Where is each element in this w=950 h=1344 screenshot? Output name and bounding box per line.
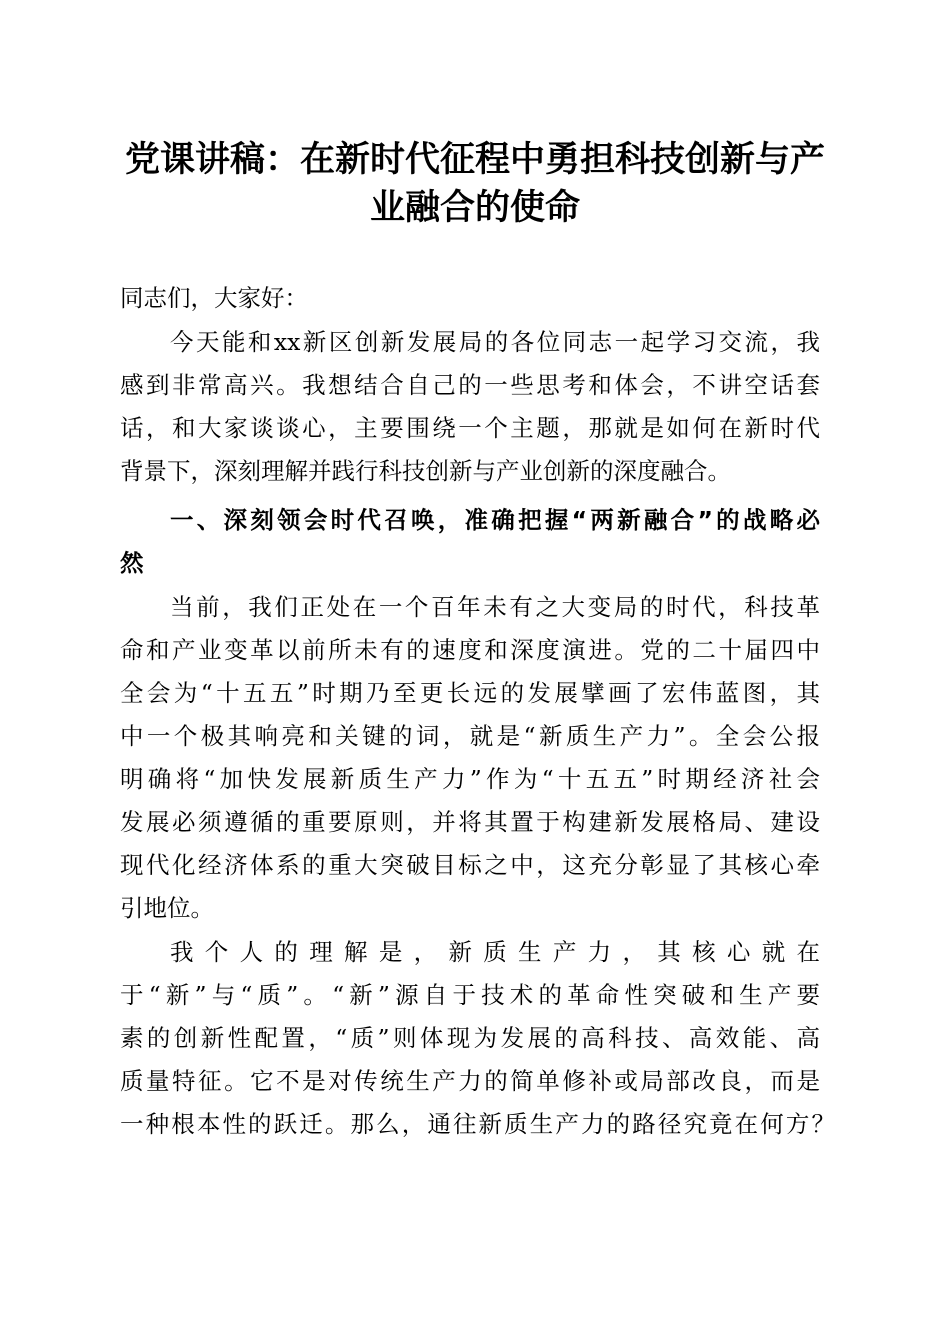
paragraph-3-line: 素的创新性配置，“质”则体现为发展的高科技、高效能、高 — [120, 1024, 820, 1052]
section-1-heading-line: 一、深刻领会时代召唤，准确把握“两新融合”的战略必 — [170, 506, 820, 534]
paragraph-2-line: 当前，我们正处在一个百年未有之大变局的时代，科技革 — [170, 593, 820, 621]
paragraph-3-line: 一种根本性的跃迁。那么，通往新质生产力的路径究竟在何方？ — [120, 1110, 835, 1138]
document-title-line-2: 业融合的使命 — [369, 188, 580, 228]
paragraph-2-line: 中一个极其响亮和关键的词，就是“新质生产力”。全会公报 — [120, 722, 820, 750]
document-title-line-1: 党课讲稿：在新时代征程中勇担科技创新与产 — [124, 140, 825, 180]
paragraph-1-line: 话，和大家谈谈心，主要围绕一个主题，那就是如何在新时代 — [120, 414, 820, 442]
greeting: 同志们，大家好： — [120, 284, 308, 312]
paragraph-1-line: 今天能和xx新区创新发展局的各位同志一起学习交流，我 — [170, 328, 820, 356]
paragraph-2-line: 明确将“加快发展新质生产力”作为“十五五”时期经济社会 — [120, 765, 820, 793]
section-1-heading-line: 然 — [120, 549, 144, 577]
paragraph-2-line: 全会为“十五五”时期乃至更长远的发展擘画了宏伟蓝图，其 — [120, 679, 820, 707]
paragraph-3-line: 质量特征。它不是对传统生产力的简单修补或局部改良，而是 — [120, 1067, 820, 1095]
paragraph-3-line: 于“新”与“质”。“新”源自于技术的革命性突破和生产要 — [120, 981, 820, 1009]
paragraph-3-line: 我个人的理解是，新质生产力，其核心就在 — [170, 938, 820, 966]
paragraph-1-line: 感到非常高兴。我想结合自己的一些思考和体会，不讲空话套 — [120, 371, 820, 399]
paragraph-2-line: 现代化经济体系的重大突破目标之中，这充分彰显了其核心牵 — [120, 851, 820, 879]
paragraph-2-line: 发展必须遵循的重要原则，并将其置于构建新发展格局、建设 — [120, 808, 820, 836]
paragraph-2-line: 命和产业变革以前所未有的速度和深度演进。党的二十届四中 — [120, 636, 820, 664]
paragraph-2-line: 引地位。 — [120, 894, 214, 922]
paragraph-1-line: 背景下，深刻理解并践行科技创新与产业创新的深度融合。 — [120, 457, 731, 485]
